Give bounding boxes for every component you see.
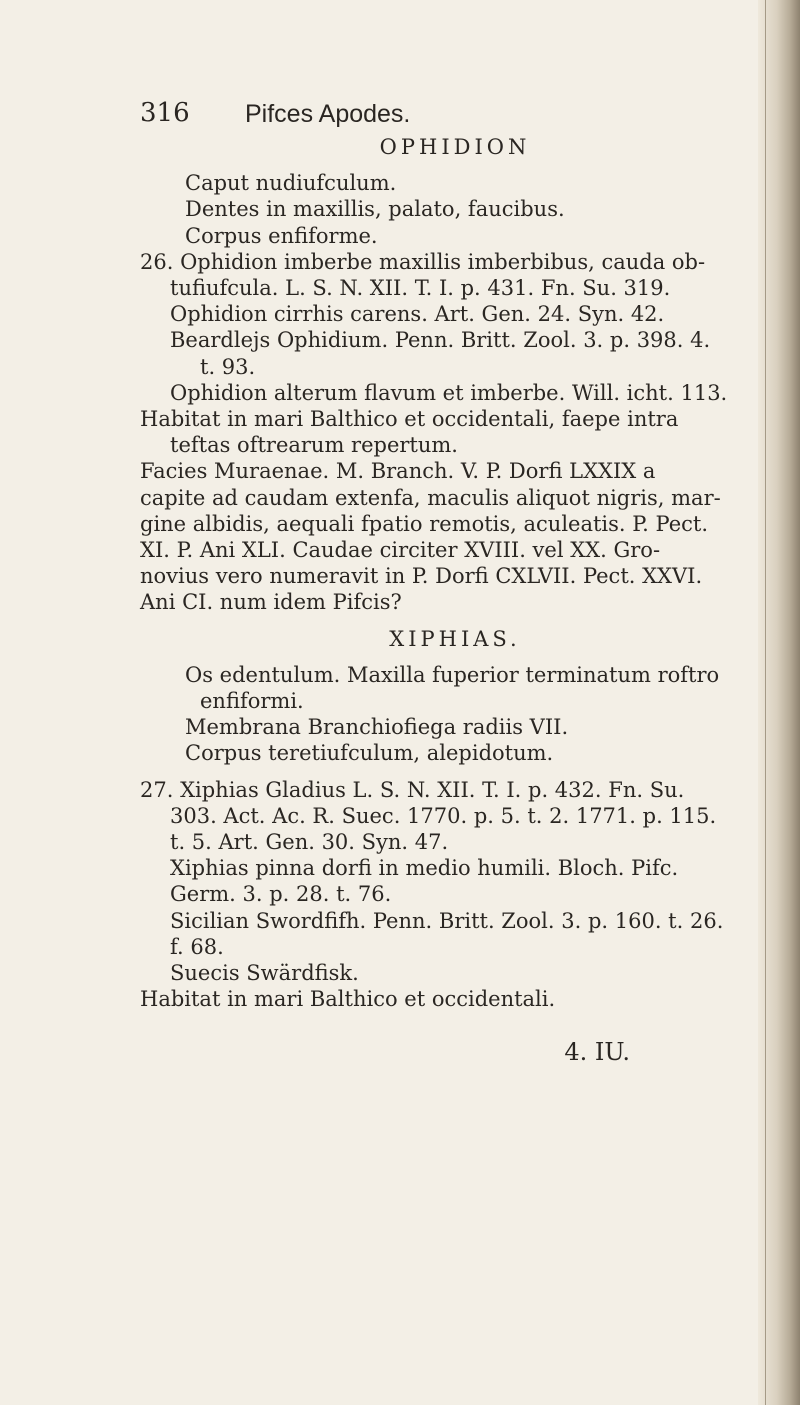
genus-heading-xiphias: XIPHIAS. <box>389 626 521 651</box>
description-line: Ani CI. num idem Pifcis? <box>140 590 402 615</box>
char-dentes: Dentes in maxillis, palato, faucibus. <box>185 197 565 222</box>
species-line: t. 5. Art. Gen. 30. Syn. 47. <box>170 830 449 855</box>
habitat-line: teftas oftrearum repertum. <box>170 433 458 458</box>
char-membrana: Membrana Branchiofiega radiis VII. <box>185 715 569 740</box>
species-line: f. 68. <box>170 934 224 959</box>
species-line: Germ. 3. p. 28. t. 76. <box>170 882 392 907</box>
char-corpus: Corpus teretiufculum, alepidotum. <box>185 741 554 766</box>
species-line: 26. Ophidion imberbe maxillis imberbibus, cauda ob- <box>140 249 706 274</box>
species-line: Xiphias pinna dorfi in medio humili. Bloch. Pifc. <box>170 856 679 881</box>
habitat-line: Habitat in mari Balthico et occidentali, faepe intra <box>140 407 679 432</box>
species-line: Sicilian Swordfifh. Penn. Britt. Zool. 3. p. 160. t. 26. <box>170 908 724 933</box>
description-line: gine albidis, aequali fpatio remotis, aculeatis. P. Pect. <box>140 511 708 536</box>
species-line: Ophidion cirrhis carens. Art. Gen. 24. Syn. 42. <box>170 302 665 327</box>
running-title: Pifces Apodes. <box>245 100 411 128</box>
habitat-line: Habitat in mari Balthico et occidentali. <box>140 987 556 1012</box>
species-line: Ophidion alterum flavum et imberbe. Will. icht. 113. <box>170 380 728 405</box>
species-line: 27. Xiphias Gladius L. S. N. XII. T. I. p. 432. Fn. Su. <box>140 777 685 802</box>
description-line: XI. P. Ani XLI. Caudae circiter XVIII. vel XX. Gro- <box>140 538 661 563</box>
description-line: Facies Muraenae. M. Branch. V. P. Dorfi LXXIX a <box>140 459 656 484</box>
description-line: novius vero numeravit in P. Dorfi CXLVII. Pect. XXVI. <box>140 564 703 589</box>
species-line: Suecis Swärdfisk. <box>170 961 359 986</box>
species-line: tufiufcula. L. S. N. XII. T. I. p. 431. Fn. Su. 319. <box>170 276 671 301</box>
char-corpus: Corpus enfiforme. <box>185 223 378 248</box>
description-line: capite ad caudam extenfa, maculis aliquot nigris, mar- <box>140 485 721 510</box>
species-line: Beardlejs Ophidium. Penn. Britt. Zool. 3. p. 398. 4. <box>170 328 711 353</box>
page-number: 316 <box>140 98 190 128</box>
genus-heading-ophidion: OPHIDION <box>379 135 531 159</box>
char-os: Os edentulum. Maxilla fuperior terminatum roftro <box>185 662 720 687</box>
char-os-cont: enfiformi. <box>200 689 304 714</box>
catchword: 4. IU. <box>564 1037 630 1066</box>
species-line: 303. Act. Ac. R. Suec. 1770. p. 5. t. 2. 1771. p. 115. <box>170 803 717 828</box>
char-caput: Caput nudiufculum. <box>185 171 397 196</box>
page-text <box>140 122 770 1065</box>
species-line: t. 93. <box>200 354 256 379</box>
